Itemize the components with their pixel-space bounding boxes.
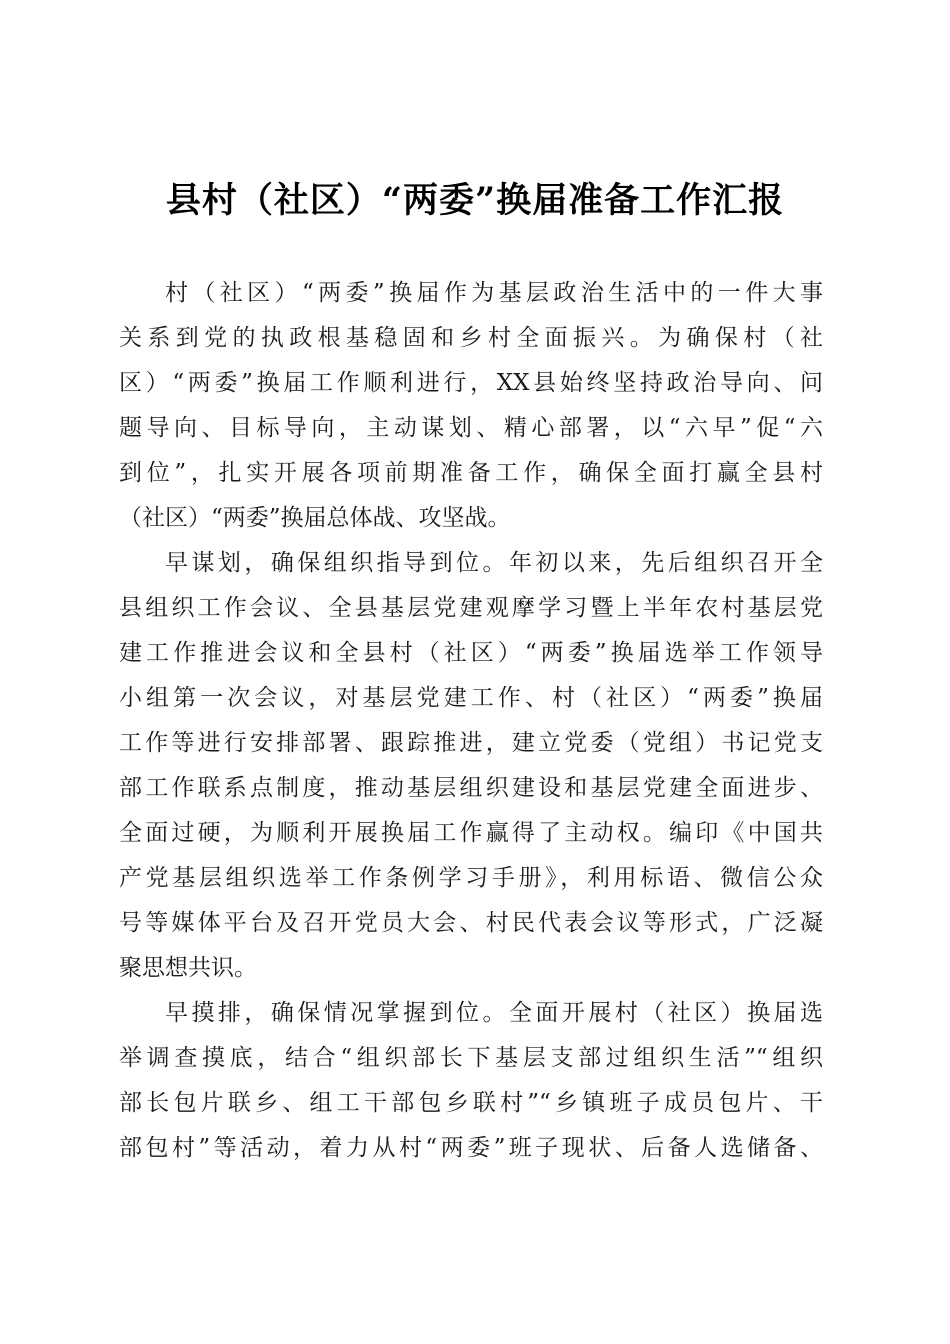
document-title: 县村（社区）“两委”换届准备工作汇报 xyxy=(165,180,785,221)
text-line: 部工作联系点制度，推动基层组织建设和基层党建全面进步、 xyxy=(119,775,823,801)
text-line: 建工作推进会议和全县村（社区）“两委”换届选举工作领导 xyxy=(119,640,823,666)
text-line: 小组第一次会议，对基层党建工作、村（社区）“两委”换届 xyxy=(119,685,823,711)
text-line: 题导向、目标导向，主动谋划、精心部署，以“六早”促“六 xyxy=(119,415,823,441)
text-line: 村（社区）“两委”换届作为基层政治生活中的一件大事 xyxy=(165,280,823,306)
text-line: 举调查摸底，结合“组织部长下基层支部过组织生活”“组织 xyxy=(119,1045,823,1071)
text-line: 全面过硬，为顺利开展换届工作赢得了主动权。编印《中国共 xyxy=(119,820,823,846)
text-line: 到位”，扎实开展各项前期准备工作，确保全面打赢全县村 xyxy=(119,460,823,486)
text-line: 聚思想共识。 xyxy=(119,955,257,981)
text-line: 部长包片联乡、组工干部包乡联村”“乡镇班子成员包片、干 xyxy=(119,1090,823,1116)
text-line: 早摸排，确保情况掌握到位。全面开展村（社区）换届选 xyxy=(165,1000,823,1026)
document-body xyxy=(119,271,823,1171)
text-line: 区）“两委”换届工作顺利进行，XX县始终坚持政治导向、问 xyxy=(119,370,823,396)
text-line: 产党基层组织选举工作条例学习手册》，利用标语、微信公众 xyxy=(119,865,823,891)
text-line: 工作等进行安排部署、跟踪推进，建立党委（党组）书记党支 xyxy=(119,730,823,756)
text-line: 早谋划，确保组织指导到位。年初以来，先后组织召开全 xyxy=(165,550,823,576)
text-line: 关系到党的执政根基稳固和乡村全面振兴。为确保村（社 xyxy=(119,325,823,351)
text-line: 县组织工作会议、全县基层党建观摩学习暨上半年农村基层党 xyxy=(119,595,823,621)
text-line: 部包村”等活动，着力从村“两委”班子现状、后备人选储备、 xyxy=(119,1135,823,1161)
text-line: （社区）“两委”换届总体战、攻坚战。 xyxy=(119,505,511,531)
text-line: 号等媒体平台及召开党员大会、村民代表会议等形式，广泛凝 xyxy=(119,910,823,936)
